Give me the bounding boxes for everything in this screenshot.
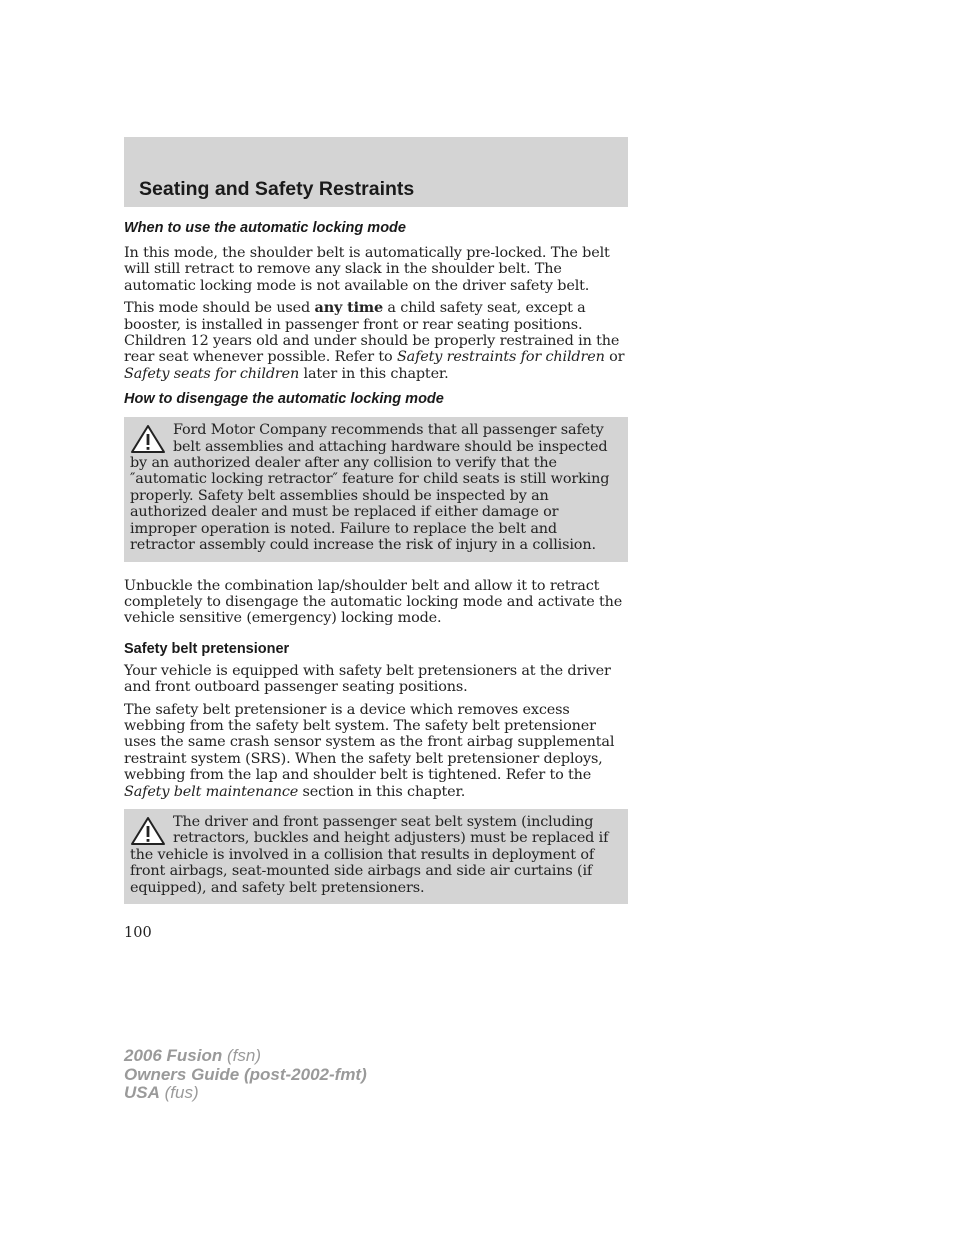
warning-triangle-icon [130,424,166,454]
page-content [124,220,628,904]
warning-text-1: Ford Motor Company recommends that all passenger safety belt assemblies and attaching hardware should be inspected by an authorized dealer after any collision to verify that the ″automatic locking retractor″ feature for child seats is still working properly. Safety belt assemblies should be inspected by an authorized dealer and must be replaced if either damage or improper operation is noted. Failure to replace the belt and retractor assembly could increase the risk of injury in a collision. [130,422,610,554]
paragraph-auto-lock-2 [124,300,628,382]
footer-model-code: (fsn) [227,1046,261,1065]
footer-document-info [124,1047,367,1103]
text-run: section in this chapter. [298,783,466,800]
emphasis-any-time: any time [314,299,383,317]
footer-line-guide [124,1066,367,1085]
reference-safety-restraints-for-children: Safety restraints for children [396,349,605,366]
text-run: The safety belt pretensioner is a device which removes excess webbing from the safety belt system. The safety belt pretensioner uses the same crash sensor system as the front airbag supplemental restraint system (SRS). When the safety belt pretensioner deploys, webbing from the lap and shoulder belt is tightened. Refer to the [124,701,615,784]
footer-line-model [124,1047,367,1066]
reference-safety-belt-maintenance: Safety belt maintenance [124,783,299,800]
text-run: later in this chapter. [299,365,449,382]
heading-disengage-automatic-locking-mode: How to disengage the automatic locking mode [124,391,444,408]
text-run: or [604,349,625,366]
footer-market: USA [124,1083,160,1102]
footer-model: 2006 Fusion [124,1046,223,1065]
section-header-band [124,137,628,207]
paragraph-disengage-1: Unbuckle the combination lap/shoulder belt and allow it to retract completely to disengage the automatic locking mode and activate the vehicle sensitive (emergency) locking mode. [124,577,623,627]
text-run: a child safety seat, except a booster, is installed in passenger front or rear seating positions. Children 12 years old and under should be properly restrained in the rear seat whenever possible. Refer to [124,300,620,366]
text-run: This mode should be used [124,300,315,317]
reference-safety-seats-for-children: Safety seats for children [124,365,300,382]
page-number: 100 [124,925,152,941]
warning-box-2 [124,809,628,904]
section-title: Seating and Safety Restraints [139,178,415,200]
paragraph-pretensioner-2 [124,702,628,800]
paragraph-pretensioner-1: Your vehicle is equipped with safety belt pretensioners at the driver and front outboard passenger seating positions. [124,662,611,696]
warning-box-1 [124,417,628,561]
heading-safety-belt-pretensioner: Safety belt pretensioner [124,640,290,657]
warning-text-2: The driver and front passenger seat belt system (including retractors, buckles and height adjusters) must be replaced if the vehicle is involved in a collision that results in deployment of front airbags, seat-mounted side airbags and side air curtains (if equipped), and safety belt pretensioners. [130,813,609,896]
footer-market-code: (fus) [164,1083,199,1102]
footer-line-market [124,1084,367,1103]
footer-guide: Owners Guide (post-2002-fmt) [124,1064,367,1084]
heading-automatic-locking-mode: When to use the automatic locking mode [124,220,406,236]
warning-triangle-icon [130,816,166,846]
paragraph-auto-lock-1: In this mode, the shoulder belt is automatically pre-locked. The belt will still retract to remove any slack in the shoulder belt. The automatic locking mode is not available on the driver safety belt. [124,245,610,294]
